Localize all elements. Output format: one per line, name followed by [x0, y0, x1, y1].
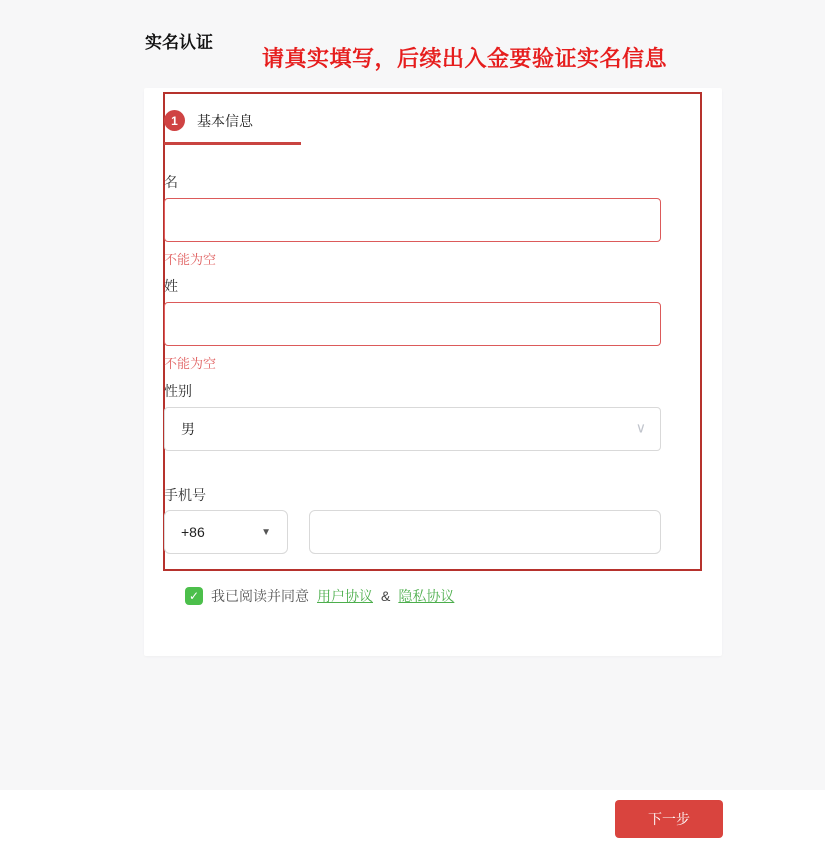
agreement-text: 我已阅读并同意 — [211, 588, 309, 604]
step-indicator — [164, 110, 253, 131]
last-name-input[interactable] — [164, 302, 661, 346]
phone-label: 手机号 — [164, 487, 206, 503]
gender-select[interactable] — [164, 407, 661, 451]
step-number-badge: 1 — [164, 110, 185, 131]
last-name-label: 姓 — [164, 278, 178, 294]
agreement-row — [185, 586, 454, 606]
first-name-label: 名 — [164, 174, 178, 190]
warning-banner: 请真实填写，后续出入金要验证实名信息 — [262, 46, 668, 71]
country-code-value: +86 — [181, 524, 205, 540]
first-name-error: 不能为空 — [164, 252, 217, 267]
first-name-input[interactable] — [164, 198, 661, 242]
agreement-checkbox[interactable] — [185, 587, 203, 605]
privacy-agreement-link[interactable]: 隐私协议 — [398, 588, 455, 604]
gender-selected-value: 男 — [181, 421, 195, 437]
check-icon: ✓ — [188, 589, 200, 603]
step-active-underline — [164, 142, 301, 145]
step-label: 基本信息 — [197, 112, 253, 129]
gender-label: 性别 — [164, 383, 192, 399]
chevron-down-icon: ∨ — [635, 419, 646, 436]
page-title: 实名认证 — [145, 33, 213, 52]
agreement-separator: & — [381, 588, 391, 604]
form-card — [144, 88, 722, 656]
next-step-button[interactable]: 下一步 — [615, 800, 723, 838]
caret-down-icon: ▼ — [261, 526, 271, 538]
phone-number-input[interactable] — [309, 510, 661, 554]
user-agreement-link[interactable]: 用户协议 — [317, 588, 373, 604]
country-code-select[interactable] — [164, 510, 288, 554]
footer-bar — [0, 790, 825, 849]
last-name-error: 不能为空 — [164, 356, 217, 371]
